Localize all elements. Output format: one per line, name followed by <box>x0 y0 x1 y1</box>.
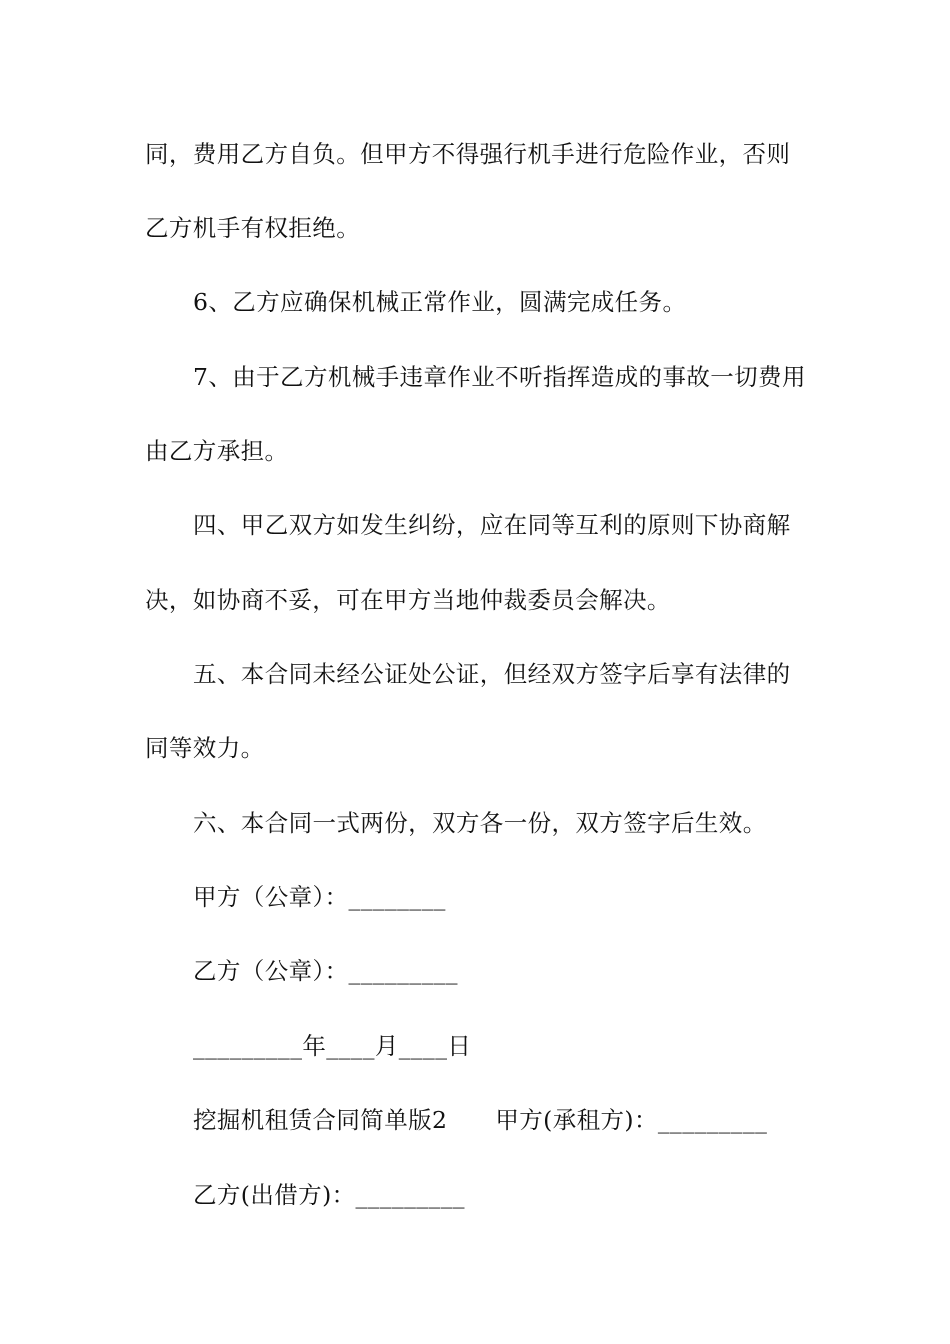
contract-title: 挖掘机租赁合同简单版2 <box>193 1106 448 1134</box>
article-4: 四、甲乙双方如发生纠纷，应在同等互利的原则下协商解 <box>193 511 791 539</box>
second-contract-heading-line <box>193 1105 767 1135</box>
party-b-seal-line: 乙方（公章）：_________ <box>193 957 458 985</box>
date-line: _________年____月____日 <box>193 1032 472 1060</box>
paragraph-line: 同，费用乙方自负。但甲方不得强行机手进行危险作业，否则 <box>145 140 791 168</box>
article-5: 五、本合同未经公证处公证，但经双方签字后享有法律的 <box>193 660 791 688</box>
party-a-seal-line: 甲方（公章）：________ <box>193 883 446 911</box>
paragraph-line: 决，如协商不妥，可在甲方当地仲裁委员会解决。 <box>145 586 671 614</box>
paragraph-line: 同等效力。 <box>145 734 265 762</box>
clause-7: 7、由于乙方机械手违章作业不听指挥造成的事故一切费用 <box>193 363 806 391</box>
lessee-field: 甲方(承租方)：_________ <box>495 1106 768 1134</box>
article-6: 六、本合同一式两份，双方各一份，双方签字后生效。 <box>193 809 767 837</box>
paragraph-line: 由乙方承担。 <box>145 437 289 465</box>
clause-6: 6、乙方应确保机械正常作业，圆满完成任务。 <box>193 288 687 316</box>
paragraph-line: 乙方机手有权拒绝。 <box>145 214 361 242</box>
lessor-field: 乙方(出借方)：_________ <box>193 1181 465 1209</box>
